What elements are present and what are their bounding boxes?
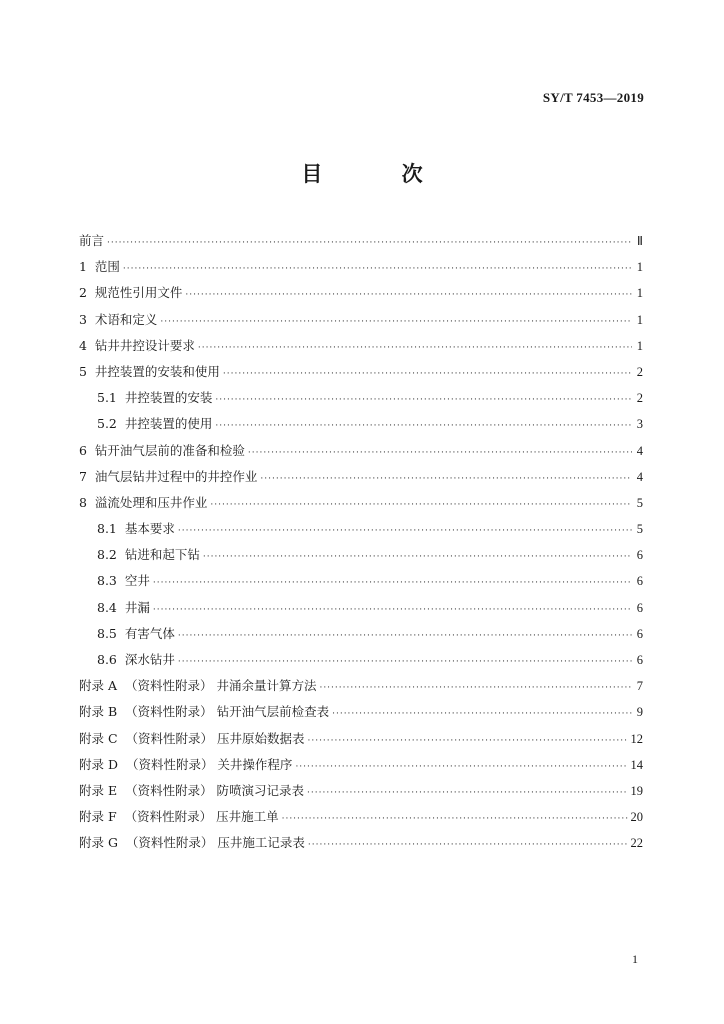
toc-dot-leader [215,390,632,410]
toc-entry-page: 14 [630,757,643,772]
page-number: 1 [632,952,638,966]
toc-entry-number: 附录 C [79,730,118,746]
toc-entry[interactable] [79,833,643,859]
toc-entry[interactable] [79,598,643,624]
toc-entry-page: 6 [636,600,643,615]
toc-entry-spacer [87,257,95,277]
toc-entry-page: 2 [636,391,643,406]
toc-entry-spacer [118,729,126,749]
toc-dot-leader [260,469,632,489]
toc-entry-spacer [118,833,126,853]
toc-entry-label: （资料性附录） 压井原始数据表 [125,730,305,746]
toc-entry-spacer [87,310,95,330]
toc-entry-spacer [87,362,95,382]
toc-entry[interactable] [79,571,643,597]
toc-entry-label: 油气层钻井过程中的井控作业 [94,468,258,484]
toc-entry-label: 井控装置的使用 [124,416,213,432]
toc-entry-label: 钻进和起下钻 [124,547,200,563]
toc-entry-spacer [117,414,125,434]
toc-dot-leader [282,809,628,829]
document-code: SY/T 7453—2019 [542,90,644,105]
toc-entry-page: 4 [636,469,643,484]
toc-entry[interactable] [79,441,643,467]
toc-dot-leader [308,835,628,855]
toc-entry-label: 溢流处理和压井作业 [94,494,208,510]
toc-entry-spacer [117,545,125,565]
toc-dot-leader [107,233,632,253]
toc-entry-label: 术语和定义 [94,311,158,327]
toc-entry-label: 有害气体 [124,625,175,641]
toc-dot-leader [223,364,632,384]
toc-entry-number: 附录 D [79,756,118,772]
toc-entry-page: 12 [630,731,643,746]
toc-entry[interactable] [79,729,643,755]
toc-entry-number: 5.1 [97,390,117,406]
toc-dot-leader [203,547,632,567]
toc-entry-page: 4 [636,443,643,458]
toc-entry-spacer [87,336,95,356]
toc-entry-label: 范围 [94,259,120,275]
toc-entry-label: （资料性附录） 防喷演习记录表 [125,782,305,798]
toc-entry-number: 8.3 [97,573,117,589]
toc-dot-leader [178,626,632,646]
toc-entry-spacer [117,676,125,696]
toc-entry[interactable] [79,519,643,545]
toc-entry-label: （资料性附录） 关井操作程序 [125,756,293,772]
toc-entry[interactable] [79,362,643,388]
toc-dot-leader [248,443,632,463]
toc-entry[interactable] [79,493,643,519]
toc-entry[interactable] [79,336,643,362]
toc-entry[interactable] [79,388,643,414]
toc-entry-number: 2 [79,285,87,301]
toc-dot-leader [153,600,632,620]
toc-dot-leader [153,573,632,593]
toc-entry-label: （资料性附录） 井涌余量计算方法 [124,678,317,694]
toc-entry-number: 5.2 [97,416,117,432]
toc-entry-page: 3 [636,417,643,432]
toc-entry-spacer [87,493,95,513]
toc-entry-spacer [117,650,125,670]
toc-entry-page: 1 [636,338,643,353]
toc-dot-leader [332,704,632,724]
toc-entry-page: 9 [636,705,643,720]
toc-entry-page: 1 [636,312,643,327]
toc-entry[interactable] [79,545,643,571]
toc-entry[interactable] [79,231,643,257]
toc-entry-label: 井控装置的安装和使用 [94,363,220,379]
toc-dot-leader [123,259,632,279]
toc-entry-number: 4 [79,337,87,353]
toc-entry-number: 8.1 [97,521,117,537]
toc-entry-number: 附录 F [79,809,117,825]
toc-dot-leader [198,338,632,358]
toc-entry-page: Ⅱ [636,234,643,248]
toc-entry[interactable] [79,257,643,283]
toc-entry-page: 1 [636,260,643,275]
toc-entry-label: 钻开油气层前的准备和检验 [94,442,245,458]
toc-entry-page: 6 [636,653,643,667]
toc-entry[interactable] [79,467,643,493]
toc-entry-label: 井控装置的安装 [124,390,213,406]
toc-dot-leader [307,783,627,803]
toc-entry-page: 22 [630,836,643,851]
page-title: 目 次 [301,161,459,186]
toc-entry-number: 8.5 [97,625,117,641]
toc-entry-number: 8 [79,494,87,510]
toc-entry[interactable] [79,807,643,833]
toc-entry-spacer [117,781,125,801]
toc-entry-number: 8.6 [97,652,117,667]
toc-entry-label: （资料性附录） 压井施工单 [124,809,279,825]
toc-dot-leader [319,678,632,698]
toc-entry[interactable] [79,781,643,807]
toc-entry-page: 2 [636,364,643,379]
toc-entry-number: 附录 E [79,782,118,798]
toc-entry-label: 基本要求 [124,521,175,537]
toc-entry-label: 井漏 [124,599,150,615]
toc-dot-leader [178,521,632,541]
toc-entry[interactable] [79,414,643,440]
toc-dot-leader [185,285,632,305]
toc-entry-page: 7 [636,679,643,694]
toc-entry-spacer [117,571,125,591]
toc-entry-page: 5 [636,495,643,510]
toc-dot-leader [160,312,632,332]
toc-entry-spacer [117,807,125,827]
toc-entry-number: 3 [79,311,87,327]
toc-entry-spacer [117,702,125,722]
toc-entry-label: 钻井井控设计要求 [94,337,195,353]
toc-entry[interactable] [79,755,643,781]
toc-entry-page: 19 [630,783,643,798]
toc-entry-page: 6 [636,626,643,641]
toc-dot-leader [178,652,632,672]
toc-entry-label: 前言 [79,233,105,248]
toc-entry-page: 1 [636,286,643,301]
toc-entry-number: 7 [79,468,87,484]
toc-entry[interactable] [79,702,643,728]
toc-entry-number: 1 [79,259,87,275]
toc-dot-leader [307,731,627,751]
toc-dot-leader [210,495,632,515]
toc-entry-number: 5 [79,363,87,379]
table-of-contents [79,231,643,860]
toc-dot-leader [215,416,632,436]
toc-entry-label: （资料性附录） 钻开油气层前检查表 [125,704,330,720]
toc-entry-page: 6 [636,574,643,589]
toc-entry[interactable] [79,650,643,676]
toc-entry-number: 6 [79,442,87,458]
toc-entry-label: （资料性附录） 压井施工记录表 [125,835,305,851]
toc-entry-number: 附录 B [79,704,118,720]
toc-entry-spacer [118,755,126,775]
toc-entry-label: 空井 [124,573,150,589]
toc-entry-spacer [117,624,125,644]
toc-entry-spacer [87,441,95,461]
toc-entry-page: 6 [636,548,643,563]
toc-entry-number: 8.4 [97,599,117,615]
toc-entry-label: 深水钻井 [124,652,175,667]
toc-entry-label: 规范性引用文件 [94,285,183,301]
toc-entry-spacer [87,467,95,487]
toc-entry[interactable] [79,624,643,650]
toc-dot-leader [295,757,627,777]
toc-entry-page: 5 [636,522,643,537]
toc-entry-number: 附录 G [79,835,118,851]
toc-entry-page: 20 [630,810,643,825]
toc-entry-spacer [117,598,125,618]
toc-entry-number: 附录 A [79,678,118,694]
toc-entry-spacer [117,519,125,539]
toc-entry[interactable] [79,676,643,702]
toc-entry[interactable] [79,310,643,336]
toc-entry-spacer [117,388,125,408]
toc-entry-spacer [87,283,95,303]
toc-entry[interactable] [79,283,643,309]
toc-entry-number: 8.2 [97,547,117,563]
